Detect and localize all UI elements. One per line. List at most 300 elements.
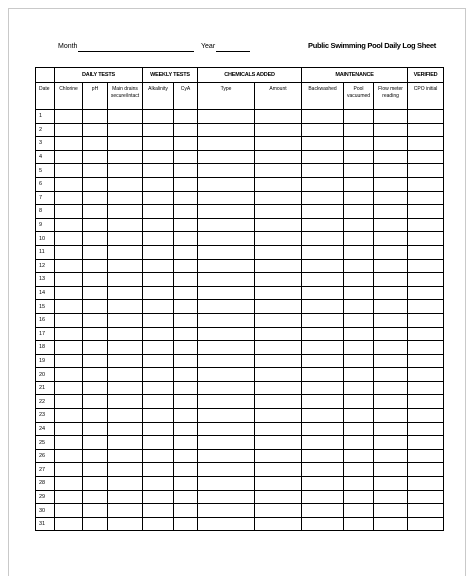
- entry-cell-main-drains[interactable]: [108, 354, 143, 368]
- entry-cell-backwashed[interactable]: [302, 110, 344, 124]
- entry-cell-flow-meter[interactable]: [374, 164, 408, 178]
- entry-cell-chlorine[interactable]: [55, 232, 83, 246]
- entry-cell-main-drains[interactable]: [108, 341, 143, 355]
- entry-cell-main-drains[interactable]: [108, 300, 143, 314]
- entry-cell-cya[interactable]: [174, 327, 198, 341]
- entry-cell-flow-meter[interactable]: [374, 177, 408, 191]
- entry-cell-cpo-initial[interactable]: [408, 436, 444, 450]
- entry-cell-chemical-amount[interactable]: [255, 449, 302, 463]
- entry-cell-cpo-initial[interactable]: [408, 381, 444, 395]
- entry-cell-alkalinity[interactable]: [143, 205, 174, 219]
- entry-cell-ph[interactable]: [83, 354, 108, 368]
- entry-cell-flow-meter[interactable]: [374, 436, 408, 450]
- entry-cell-chemical-type[interactable]: [198, 218, 255, 232]
- entry-cell-chemical-type[interactable]: [198, 273, 255, 287]
- entry-cell-backwashed[interactable]: [302, 123, 344, 137]
- entry-cell-cpo-initial[interactable]: [408, 150, 444, 164]
- entry-cell-ph[interactable]: [83, 205, 108, 219]
- entry-cell-main-drains[interactable]: [108, 245, 143, 259]
- entry-cell-ph[interactable]: [83, 368, 108, 382]
- entry-cell-chemical-type[interactable]: [198, 164, 255, 178]
- entry-cell-cpo-initial[interactable]: [408, 449, 444, 463]
- entry-cell-cpo-initial[interactable]: [408, 164, 444, 178]
- entry-cell-ph[interactable]: [83, 137, 108, 151]
- entry-cell-cya[interactable]: [174, 463, 198, 477]
- entry-cell-main-drains[interactable]: [108, 395, 143, 409]
- entry-cell-pool-vacuumed[interactable]: [344, 232, 374, 246]
- entry-cell-backwashed[interactable]: [302, 177, 344, 191]
- entry-cell-cpo-initial[interactable]: [408, 341, 444, 355]
- entry-cell-cpo-initial[interactable]: [408, 191, 444, 205]
- entry-cell-backwashed[interactable]: [302, 517, 344, 531]
- entry-cell-ph[interactable]: [83, 259, 108, 273]
- entry-cell-pool-vacuumed[interactable]: [344, 177, 374, 191]
- entry-cell-flow-meter[interactable]: [374, 191, 408, 205]
- entry-cell-pool-vacuumed[interactable]: [344, 245, 374, 259]
- entry-cell-backwashed[interactable]: [302, 436, 344, 450]
- entry-cell-main-drains[interactable]: [108, 504, 143, 518]
- entry-cell-flow-meter[interactable]: [374, 245, 408, 259]
- entry-cell-cpo-initial[interactable]: [408, 517, 444, 531]
- entry-cell-cya[interactable]: [174, 313, 198, 327]
- entry-cell-flow-meter[interactable]: [374, 368, 408, 382]
- entry-cell-cpo-initial[interactable]: [408, 463, 444, 477]
- entry-cell-cya[interactable]: [174, 368, 198, 382]
- entry-cell-cpo-initial[interactable]: [408, 205, 444, 219]
- entry-cell-cya[interactable]: [174, 490, 198, 504]
- entry-cell-flow-meter[interactable]: [374, 273, 408, 287]
- entry-cell-chemical-type[interactable]: [198, 449, 255, 463]
- entry-cell-chemical-type[interactable]: [198, 286, 255, 300]
- entry-cell-pool-vacuumed[interactable]: [344, 110, 374, 124]
- entry-cell-chemical-amount[interactable]: [255, 218, 302, 232]
- entry-cell-pool-vacuumed[interactable]: [344, 436, 374, 450]
- entry-cell-pool-vacuumed[interactable]: [344, 395, 374, 409]
- entry-cell-cya[interactable]: [174, 341, 198, 355]
- entry-cell-backwashed[interactable]: [302, 300, 344, 314]
- entry-cell-chemical-amount[interactable]: [255, 313, 302, 327]
- entry-cell-chemical-type[interactable]: [198, 395, 255, 409]
- entry-cell-chemical-amount[interactable]: [255, 232, 302, 246]
- entry-cell-flow-meter[interactable]: [374, 490, 408, 504]
- entry-cell-chemical-amount[interactable]: [255, 409, 302, 423]
- entry-cell-cya[interactable]: [174, 273, 198, 287]
- entry-cell-cya[interactable]: [174, 218, 198, 232]
- entry-cell-pool-vacuumed[interactable]: [344, 327, 374, 341]
- entry-cell-ph[interactable]: [83, 245, 108, 259]
- entry-cell-cpo-initial[interactable]: [408, 422, 444, 436]
- entry-cell-alkalinity[interactable]: [143, 273, 174, 287]
- entry-cell-backwashed[interactable]: [302, 327, 344, 341]
- entry-cell-backwashed[interactable]: [302, 313, 344, 327]
- entry-cell-chlorine[interactable]: [55, 286, 83, 300]
- entry-cell-main-drains[interactable]: [108, 477, 143, 491]
- entry-cell-backwashed[interactable]: [302, 504, 344, 518]
- entry-cell-flow-meter[interactable]: [374, 150, 408, 164]
- entry-cell-flow-meter[interactable]: [374, 286, 408, 300]
- entry-cell-chemical-amount[interactable]: [255, 164, 302, 178]
- entry-cell-main-drains[interactable]: [108, 286, 143, 300]
- entry-cell-chemical-amount[interactable]: [255, 436, 302, 450]
- entry-cell-chlorine[interactable]: [55, 110, 83, 124]
- entry-cell-chemical-amount[interactable]: [255, 517, 302, 531]
- entry-cell-cya[interactable]: [174, 300, 198, 314]
- entry-cell-chlorine[interactable]: [55, 273, 83, 287]
- entry-cell-pool-vacuumed[interactable]: [344, 164, 374, 178]
- entry-cell-alkalinity[interactable]: [143, 477, 174, 491]
- entry-cell-backwashed[interactable]: [302, 150, 344, 164]
- entry-cell-ph[interactable]: [83, 422, 108, 436]
- entry-cell-chemical-type[interactable]: [198, 137, 255, 151]
- entry-cell-chemical-type[interactable]: [198, 341, 255, 355]
- entry-cell-ph[interactable]: [83, 273, 108, 287]
- entry-cell-cpo-initial[interactable]: [408, 177, 444, 191]
- entry-cell-chemical-amount[interactable]: [255, 463, 302, 477]
- entry-cell-cpo-initial[interactable]: [408, 504, 444, 518]
- entry-cell-main-drains[interactable]: [108, 150, 143, 164]
- entry-cell-flow-meter[interactable]: [374, 218, 408, 232]
- entry-cell-cya[interactable]: [174, 150, 198, 164]
- entry-cell-main-drains[interactable]: [108, 517, 143, 531]
- entry-cell-chemical-type[interactable]: [198, 436, 255, 450]
- entry-cell-cpo-initial[interactable]: [408, 368, 444, 382]
- entry-cell-pool-vacuumed[interactable]: [344, 409, 374, 423]
- entry-cell-ph[interactable]: [83, 477, 108, 491]
- entry-cell-chemical-amount[interactable]: [255, 504, 302, 518]
- entry-cell-alkalinity[interactable]: [143, 286, 174, 300]
- entry-cell-chlorine[interactable]: [55, 137, 83, 151]
- entry-cell-cpo-initial[interactable]: [408, 123, 444, 137]
- entry-cell-chemical-amount[interactable]: [255, 354, 302, 368]
- entry-cell-flow-meter[interactable]: [374, 205, 408, 219]
- entry-cell-backwashed[interactable]: [302, 164, 344, 178]
- entry-cell-chlorine[interactable]: [55, 409, 83, 423]
- entry-cell-cya[interactable]: [174, 504, 198, 518]
- entry-cell-chlorine[interactable]: [55, 300, 83, 314]
- entry-cell-chemical-amount[interactable]: [255, 137, 302, 151]
- entry-cell-chemical-type[interactable]: [198, 245, 255, 259]
- entry-cell-main-drains[interactable]: [108, 409, 143, 423]
- entry-cell-cpo-initial[interactable]: [408, 409, 444, 423]
- entry-cell-backwashed[interactable]: [302, 218, 344, 232]
- entry-cell-main-drains[interactable]: [108, 327, 143, 341]
- entry-cell-main-drains[interactable]: [108, 205, 143, 219]
- entry-cell-flow-meter[interactable]: [374, 300, 408, 314]
- entry-cell-chemical-amount[interactable]: [255, 381, 302, 395]
- entry-cell-alkalinity[interactable]: [143, 422, 174, 436]
- entry-cell-main-drains[interactable]: [108, 123, 143, 137]
- entry-cell-chlorine[interactable]: [55, 395, 83, 409]
- entry-cell-alkalinity[interactable]: [143, 110, 174, 124]
- entry-cell-chlorine[interactable]: [55, 517, 83, 531]
- entry-cell-pool-vacuumed[interactable]: [344, 123, 374, 137]
- entry-cell-main-drains[interactable]: [108, 191, 143, 205]
- entry-cell-chemical-type[interactable]: [198, 313, 255, 327]
- entry-cell-backwashed[interactable]: [302, 273, 344, 287]
- entry-cell-flow-meter[interactable]: [374, 422, 408, 436]
- entry-cell-cpo-initial[interactable]: [408, 245, 444, 259]
- entry-cell-alkalinity[interactable]: [143, 354, 174, 368]
- entry-cell-flow-meter[interactable]: [374, 313, 408, 327]
- entry-cell-ph[interactable]: [83, 341, 108, 355]
- entry-cell-pool-vacuumed[interactable]: [344, 273, 374, 287]
- entry-cell-chlorine[interactable]: [55, 422, 83, 436]
- entry-cell-alkalinity[interactable]: [143, 381, 174, 395]
- entry-cell-cya[interactable]: [174, 517, 198, 531]
- entry-cell-cpo-initial[interactable]: [408, 354, 444, 368]
- entry-cell-chlorine[interactable]: [55, 205, 83, 219]
- entry-cell-chemical-type[interactable]: [198, 150, 255, 164]
- entry-cell-chemical-amount[interactable]: [255, 123, 302, 137]
- entry-cell-flow-meter[interactable]: [374, 395, 408, 409]
- entry-cell-backwashed[interactable]: [302, 137, 344, 151]
- entry-cell-chlorine[interactable]: [55, 504, 83, 518]
- entry-cell-cpo-initial[interactable]: [408, 137, 444, 151]
- entry-cell-alkalinity[interactable]: [143, 218, 174, 232]
- entry-cell-flow-meter[interactable]: [374, 327, 408, 341]
- entry-cell-flow-meter[interactable]: [374, 504, 408, 518]
- entry-cell-cpo-initial[interactable]: [408, 218, 444, 232]
- entry-cell-chemical-type[interactable]: [198, 259, 255, 273]
- entry-cell-chemical-amount[interactable]: [255, 273, 302, 287]
- entry-cell-alkalinity[interactable]: [143, 245, 174, 259]
- entry-cell-alkalinity[interactable]: [143, 150, 174, 164]
- entry-cell-alkalinity[interactable]: [143, 504, 174, 518]
- entry-cell-chlorine[interactable]: [55, 245, 83, 259]
- entry-cell-alkalinity[interactable]: [143, 341, 174, 355]
- entry-cell-alkalinity[interactable]: [143, 490, 174, 504]
- entry-cell-ph[interactable]: [83, 164, 108, 178]
- entry-cell-flow-meter[interactable]: [374, 449, 408, 463]
- entry-cell-ph[interactable]: [83, 191, 108, 205]
- entry-cell-chemical-type[interactable]: [198, 300, 255, 314]
- entry-cell-alkalinity[interactable]: [143, 409, 174, 423]
- entry-cell-flow-meter[interactable]: [374, 517, 408, 531]
- entry-cell-cya[interactable]: [174, 477, 198, 491]
- entry-cell-ph[interactable]: [83, 218, 108, 232]
- entry-cell-flow-meter[interactable]: [374, 409, 408, 423]
- entry-cell-cya[interactable]: [174, 381, 198, 395]
- entry-cell-chlorine[interactable]: [55, 341, 83, 355]
- entry-cell-alkalinity[interactable]: [143, 300, 174, 314]
- entry-cell-alkalinity[interactable]: [143, 368, 174, 382]
- entry-cell-chemical-type[interactable]: [198, 232, 255, 246]
- entry-cell-chemical-type[interactable]: [198, 381, 255, 395]
- entry-cell-chemical-type[interactable]: [198, 477, 255, 491]
- entry-cell-cya[interactable]: [174, 245, 198, 259]
- entry-cell-ph[interactable]: [83, 110, 108, 124]
- entry-cell-cpo-initial[interactable]: [408, 286, 444, 300]
- entry-cell-flow-meter[interactable]: [374, 137, 408, 151]
- entry-cell-main-drains[interactable]: [108, 368, 143, 382]
- entry-cell-main-drains[interactable]: [108, 381, 143, 395]
- entry-cell-chemical-type[interactable]: [198, 327, 255, 341]
- entry-cell-main-drains[interactable]: [108, 218, 143, 232]
- entry-cell-chemical-amount[interactable]: [255, 490, 302, 504]
- entry-cell-cya[interactable]: [174, 354, 198, 368]
- entry-cell-pool-vacuumed[interactable]: [344, 449, 374, 463]
- entry-cell-flow-meter[interactable]: [374, 110, 408, 124]
- entry-cell-cya[interactable]: [174, 409, 198, 423]
- entry-cell-chemical-type[interactable]: [198, 368, 255, 382]
- entry-cell-backwashed[interactable]: [302, 205, 344, 219]
- entry-cell-flow-meter[interactable]: [374, 123, 408, 137]
- entry-cell-cpo-initial[interactable]: [408, 477, 444, 491]
- entry-cell-chlorine[interactable]: [55, 150, 83, 164]
- entry-cell-backwashed[interactable]: [302, 354, 344, 368]
- entry-cell-backwashed[interactable]: [302, 259, 344, 273]
- entry-cell-chemical-amount[interactable]: [255, 300, 302, 314]
- entry-cell-cya[interactable]: [174, 422, 198, 436]
- entry-cell-flow-meter[interactable]: [374, 354, 408, 368]
- entry-cell-cpo-initial[interactable]: [408, 110, 444, 124]
- entry-cell-alkalinity[interactable]: [143, 177, 174, 191]
- entry-cell-main-drains[interactable]: [108, 273, 143, 287]
- entry-cell-alkalinity[interactable]: [143, 436, 174, 450]
- entry-cell-ph[interactable]: [83, 313, 108, 327]
- entry-cell-ph[interactable]: [83, 286, 108, 300]
- entry-cell-ph[interactable]: [83, 490, 108, 504]
- entry-cell-chemical-type[interactable]: [198, 504, 255, 518]
- entry-cell-backwashed[interactable]: [302, 341, 344, 355]
- entry-cell-cya[interactable]: [174, 205, 198, 219]
- entry-cell-main-drains[interactable]: [108, 422, 143, 436]
- entry-cell-chemical-amount[interactable]: [255, 150, 302, 164]
- entry-cell-cya[interactable]: [174, 259, 198, 273]
- entry-cell-main-drains[interactable]: [108, 463, 143, 477]
- entry-cell-main-drains[interactable]: [108, 313, 143, 327]
- entry-cell-pool-vacuumed[interactable]: [344, 259, 374, 273]
- year-field[interactable]: [216, 51, 250, 52]
- entry-cell-ph[interactable]: [83, 449, 108, 463]
- entry-cell-backwashed[interactable]: [302, 232, 344, 246]
- entry-cell-backwashed[interactable]: [302, 422, 344, 436]
- entry-cell-chemical-type[interactable]: [198, 205, 255, 219]
- entry-cell-main-drains[interactable]: [108, 232, 143, 246]
- entry-cell-pool-vacuumed[interactable]: [344, 422, 374, 436]
- entry-cell-ph[interactable]: [83, 177, 108, 191]
- entry-cell-ph[interactable]: [83, 517, 108, 531]
- entry-cell-pool-vacuumed[interactable]: [344, 504, 374, 518]
- entry-cell-flow-meter[interactable]: [374, 381, 408, 395]
- entry-cell-cya[interactable]: [174, 177, 198, 191]
- entry-cell-cya[interactable]: [174, 164, 198, 178]
- entry-cell-chlorine[interactable]: [55, 218, 83, 232]
- entry-cell-alkalinity[interactable]: [143, 463, 174, 477]
- entry-cell-backwashed[interactable]: [302, 463, 344, 477]
- entry-cell-chlorine[interactable]: [55, 436, 83, 450]
- entry-cell-ph[interactable]: [83, 381, 108, 395]
- entry-cell-chlorine[interactable]: [55, 164, 83, 178]
- entry-cell-pool-vacuumed[interactable]: [344, 517, 374, 531]
- entry-cell-chlorine[interactable]: [55, 123, 83, 137]
- entry-cell-chlorine[interactable]: [55, 354, 83, 368]
- entry-cell-chemical-amount[interactable]: [255, 395, 302, 409]
- entry-cell-cya[interactable]: [174, 395, 198, 409]
- entry-cell-chlorine[interactable]: [55, 477, 83, 491]
- entry-cell-main-drains[interactable]: [108, 490, 143, 504]
- entry-cell-chemical-type[interactable]: [198, 422, 255, 436]
- entry-cell-chlorine[interactable]: [55, 177, 83, 191]
- entry-cell-pool-vacuumed[interactable]: [344, 381, 374, 395]
- entry-cell-flow-meter[interactable]: [374, 259, 408, 273]
- entry-cell-cpo-initial[interactable]: [408, 232, 444, 246]
- entry-cell-backwashed[interactable]: [302, 409, 344, 423]
- entry-cell-pool-vacuumed[interactable]: [344, 368, 374, 382]
- entry-cell-cpo-initial[interactable]: [408, 273, 444, 287]
- entry-cell-ph[interactable]: [83, 409, 108, 423]
- entry-cell-pool-vacuumed[interactable]: [344, 490, 374, 504]
- entry-cell-flow-meter[interactable]: [374, 232, 408, 246]
- entry-cell-cpo-initial[interactable]: [408, 327, 444, 341]
- entry-cell-alkalinity[interactable]: [143, 313, 174, 327]
- entry-cell-pool-vacuumed[interactable]: [344, 463, 374, 477]
- entry-cell-pool-vacuumed[interactable]: [344, 300, 374, 314]
- entry-cell-cya[interactable]: [174, 286, 198, 300]
- entry-cell-ph[interactable]: [83, 463, 108, 477]
- entry-cell-pool-vacuumed[interactable]: [344, 191, 374, 205]
- entry-cell-chemical-amount[interactable]: [255, 327, 302, 341]
- entry-cell-chlorine[interactable]: [55, 313, 83, 327]
- entry-cell-cya[interactable]: [174, 137, 198, 151]
- entry-cell-backwashed[interactable]: [302, 449, 344, 463]
- entry-cell-main-drains[interactable]: [108, 449, 143, 463]
- entry-cell-backwashed[interactable]: [302, 286, 344, 300]
- entry-cell-pool-vacuumed[interactable]: [344, 286, 374, 300]
- entry-cell-backwashed[interactable]: [302, 490, 344, 504]
- entry-cell-chemical-amount[interactable]: [255, 477, 302, 491]
- entry-cell-ph[interactable]: [83, 300, 108, 314]
- entry-cell-pool-vacuumed[interactable]: [344, 150, 374, 164]
- entry-cell-chlorine[interactable]: [55, 463, 83, 477]
- entry-cell-alkalinity[interactable]: [143, 164, 174, 178]
- entry-cell-cpo-initial[interactable]: [408, 395, 444, 409]
- entry-cell-cpo-initial[interactable]: [408, 313, 444, 327]
- entry-cell-alkalinity[interactable]: [143, 517, 174, 531]
- entry-cell-cya[interactable]: [174, 436, 198, 450]
- entry-cell-chemical-type[interactable]: [198, 490, 255, 504]
- entry-cell-pool-vacuumed[interactable]: [344, 313, 374, 327]
- entry-cell-main-drains[interactable]: [108, 177, 143, 191]
- entry-cell-main-drains[interactable]: [108, 137, 143, 151]
- entry-cell-backwashed[interactable]: [302, 395, 344, 409]
- entry-cell-pool-vacuumed[interactable]: [344, 205, 374, 219]
- entry-cell-chlorine[interactable]: [55, 449, 83, 463]
- entry-cell-cya[interactable]: [174, 110, 198, 124]
- entry-cell-ph[interactable]: [83, 504, 108, 518]
- entry-cell-chemical-type[interactable]: [198, 177, 255, 191]
- entry-cell-cpo-initial[interactable]: [408, 490, 444, 504]
- entry-cell-chemical-type[interactable]: [198, 409, 255, 423]
- entry-cell-flow-meter[interactable]: [374, 477, 408, 491]
- entry-cell-chemical-type[interactable]: [198, 123, 255, 137]
- entry-cell-backwashed[interactable]: [302, 245, 344, 259]
- entry-cell-chlorine[interactable]: [55, 191, 83, 205]
- entry-cell-alkalinity[interactable]: [143, 395, 174, 409]
- entry-cell-alkalinity[interactable]: [143, 259, 174, 273]
- entry-cell-chemical-amount[interactable]: [255, 110, 302, 124]
- entry-cell-main-drains[interactable]: [108, 436, 143, 450]
- entry-cell-cpo-initial[interactable]: [408, 300, 444, 314]
- entry-cell-chlorine[interactable]: [55, 259, 83, 273]
- entry-cell-chemical-amount[interactable]: [255, 259, 302, 273]
- entry-cell-chemical-amount[interactable]: [255, 191, 302, 205]
- entry-cell-backwashed[interactable]: [302, 477, 344, 491]
- entry-cell-pool-vacuumed[interactable]: [344, 341, 374, 355]
- entry-cell-ph[interactable]: [83, 232, 108, 246]
- entry-cell-alkalinity[interactable]: [143, 137, 174, 151]
- entry-cell-ph[interactable]: [83, 436, 108, 450]
